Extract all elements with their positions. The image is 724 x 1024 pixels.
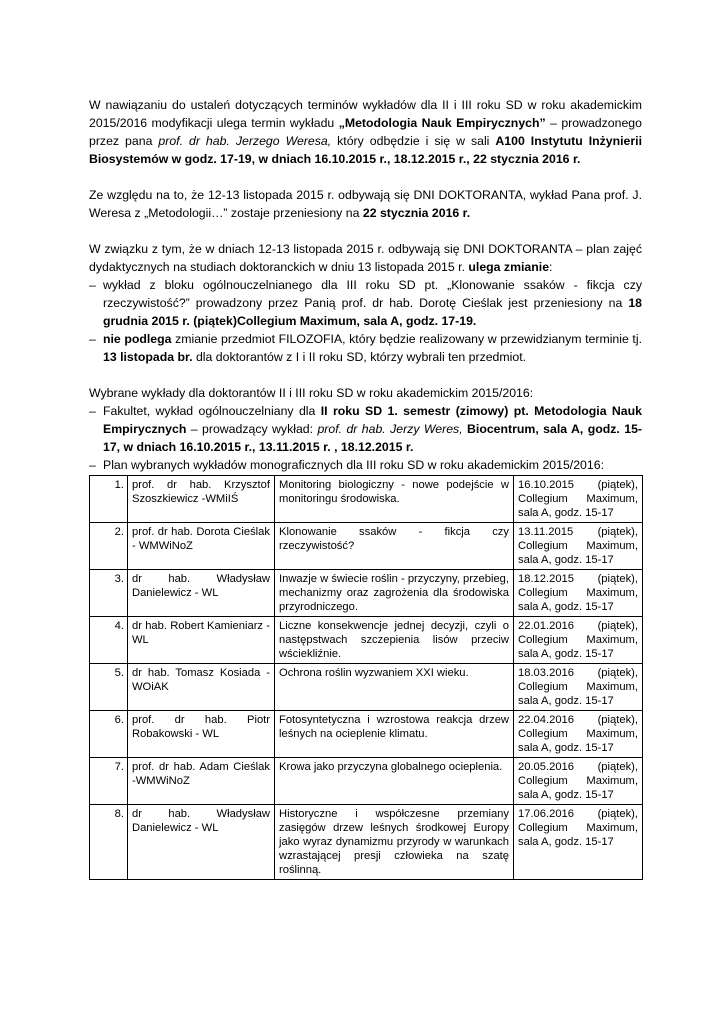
text: W związku z tym, że w dniach 12-13 listopada 2015 r. odbywają się DNI DOKTORANTA – plan zajęć dydaktycznych na studiach doktoranckich w dniu 13 listopada 2015 r. xyxy=(89,242,642,274)
text: dla doktorantów z I i II roku SD, którzy wybrali ten przedmiot. xyxy=(192,350,527,364)
room-and-dates: A100 Instytutu Inżynierii Biosystemów w godz. 17-19, w dniach 16.10.2015 r., 18.12.2015 r., 22 stycznia 2016 r. xyxy=(89,134,642,166)
course-title: II roku SD 1. semestr (zimowy) pt. Metodologia Nauk Empirycznych xyxy=(103,404,642,436)
list-item-monograph-plan: – Plan wybranych wykładów monograficznych dla III roku SD w roku akademickim 2015/2016: xyxy=(89,456,642,474)
text: Ze względu na to, że 12-13 listopada 2015 r. odbywają się DNI DOKTORANTA, wykład Pana prof. J. Weresa z „Metodologii…” zostaje przeniesiony na xyxy=(89,188,642,220)
lecturer-name: prof. dr hab. Jerzy Weres, xyxy=(317,422,463,436)
table-row xyxy=(90,523,643,570)
date-location-cell: 18.12.2015 (piątek), Collegium Maximum, sala A, godz. 15-17 xyxy=(514,570,643,617)
row-number: 6. xyxy=(90,711,128,758)
row-number: 3. xyxy=(90,570,128,617)
list-item-moved-lecture xyxy=(89,276,642,330)
table-row xyxy=(90,617,643,664)
lecturer-cell: prof. dr hab. Krzysztof Szoszkiewicz -WMiIŚ xyxy=(128,476,275,523)
text: Fakultet, wykład ogólnouczelniany dla xyxy=(103,404,321,418)
topic-cell: Ochrona roślin wyzwaniem XXI wieku. xyxy=(275,664,514,711)
document-page xyxy=(89,96,642,880)
table-row xyxy=(90,805,643,880)
topic-cell: Liczne konsekwencje jednej decyzji, czyli o następstwach szczepienia lisów przeciw wściekliźnie. xyxy=(275,617,514,664)
text: który odbędzie i się w sali xyxy=(331,134,496,148)
emphasis: nie podlega xyxy=(103,332,172,346)
date-location-cell: 20.05.2016 (piątek), Collegium Maximum, sala A, godz. 15-17 xyxy=(514,758,643,805)
topic-cell: Monitoring biologiczny - nowe podejście w monitoringu środowiska. xyxy=(275,476,514,523)
new-date-location: 18 grudnia 2015 r. (piątek)Collegium Maximum, sala A, godz. 17-19. xyxy=(103,296,642,328)
text: : xyxy=(549,260,553,274)
lecturer-cell: dr hab. Robert Kamieniarz - WL xyxy=(128,617,275,664)
date-location-cell: 22.04.2016 (piątek), Collegium Maximum, sala A, godz. 15-17 xyxy=(514,711,643,758)
table-row xyxy=(90,570,643,617)
lecture-schedule-table xyxy=(89,475,643,880)
text: – prowadzący wykład: xyxy=(186,422,318,436)
date-location-cell: 17.06.2016 (piątek), Collegium Maximum, sala A, godz. 15-17 xyxy=(514,805,643,880)
row-number: 5. xyxy=(90,664,128,711)
paragraph-plan-change xyxy=(89,240,642,276)
lecturer-cell: prof. dr hab. Adam Cieślak -WMWiNoZ xyxy=(128,758,275,805)
paragraph-doctoral-days xyxy=(89,186,642,222)
row-number: 2. xyxy=(90,523,128,570)
row-number: 4. xyxy=(90,617,128,664)
table-row xyxy=(90,476,643,523)
date-location-cell: 18.03.2016 (piątek), Collegium Maximum, sala A, godz. 15-17 xyxy=(514,664,643,711)
lecturer-cell: prof. dr hab. Dorota Cieślak - WMWiNoZ xyxy=(128,523,275,570)
lecturer-cell: dr hab. Władysław Danielewicz - WL xyxy=(128,805,275,880)
text: zmianie przedmiot FILOZOFIA, który będzie realizowany w przewidzianym terminie tj. xyxy=(171,332,642,346)
date-location-cell: 22.01.2016 (piątek), Collegium Maximum, sala A, godz. 15-17 xyxy=(514,617,643,664)
table-row xyxy=(90,711,643,758)
row-number: 1. xyxy=(90,476,128,523)
course-title: „Metodologia Nauk Empirycznych” xyxy=(338,116,546,130)
text: – prowadzonego przez pana xyxy=(89,116,642,148)
emphasis: ulega zmianie xyxy=(468,260,550,274)
topic-cell: Krowa jako przyczyna globalnego ocieplenia. xyxy=(275,758,514,805)
row-number: 7. xyxy=(90,758,128,805)
table-row xyxy=(90,664,643,711)
lecturer-cell: dr hab. Tomasz Kosiada - WOiAK xyxy=(128,664,275,711)
lecturer-cell: prof. dr hab. Piotr Robakowski - WL xyxy=(128,711,275,758)
list-item-faculty-lecture xyxy=(89,402,642,456)
paragraph-schedule-change xyxy=(89,96,642,168)
text: wykład z bloku ogólnouczelnianego dla III roku SD pt. „Klonowanie ssaków - fikcja czy rzeczywistość?” prowadzony przez Panią prof. dr hab. Dorotę Cieślak jest przeniesiony na xyxy=(103,278,642,310)
date: 13 listopada br. xyxy=(103,350,193,364)
lecturer-cell: dr hab. Władysław Danielewicz - WL xyxy=(128,570,275,617)
list-item-philosophy xyxy=(89,330,642,366)
lecturer-name: prof. dr hab. Jerzego Weresa, xyxy=(158,134,332,148)
location-dates: Biocentrum, sala A, godz. 15-17, w dniach 16.10.2015 r., 13.11.2015 r. , 18.12.2015 r. xyxy=(103,422,643,454)
table-row xyxy=(90,758,643,805)
topic-cell: Inwazje w świecie roślin - przyczyny, przebieg, mechanizmy oraz zagrożenia dla środowiska przyrodniczego. xyxy=(275,570,514,617)
topic-cell: Fotosyntetyczna i wzrostowa reakcja drzew leśnych na ocieplenie klimatu. xyxy=(275,711,514,758)
table-body xyxy=(90,476,643,880)
text: W nawiązaniu do ustaleń dotyczących terminów wykładów dla II i III roku SD w roku akademickim 2015/2016 modyfikacji ulega termin wykładu xyxy=(89,98,642,130)
date-location-cell: 16.10.2015 (piątek), Collegium Maximum, sala A, godz. 15-17 xyxy=(514,476,643,523)
date-location-cell: 13.11.2015 (piątek), Collegium Maximum, sala A, godz. 15-17 xyxy=(514,523,643,570)
topic-cell: Klonowanie ssaków - fikcja czy rzeczywistość? xyxy=(275,523,514,570)
new-date: 22 stycznia 2016 r. xyxy=(362,206,471,220)
topic-cell: Historyczne i współczesne przemiany zasięgów drzew leśnych środkowej Europy jako wyraz dynamizmu przyrody w warunkach wzrastającej presji człowieka na szatę roślinną. xyxy=(275,805,514,880)
paragraph-selected-lectures: Wybrane wykłady dla doktorantów II i III roku SD w roku akademickim 2015/2016: xyxy=(89,386,534,400)
row-number: 8. xyxy=(90,805,128,880)
